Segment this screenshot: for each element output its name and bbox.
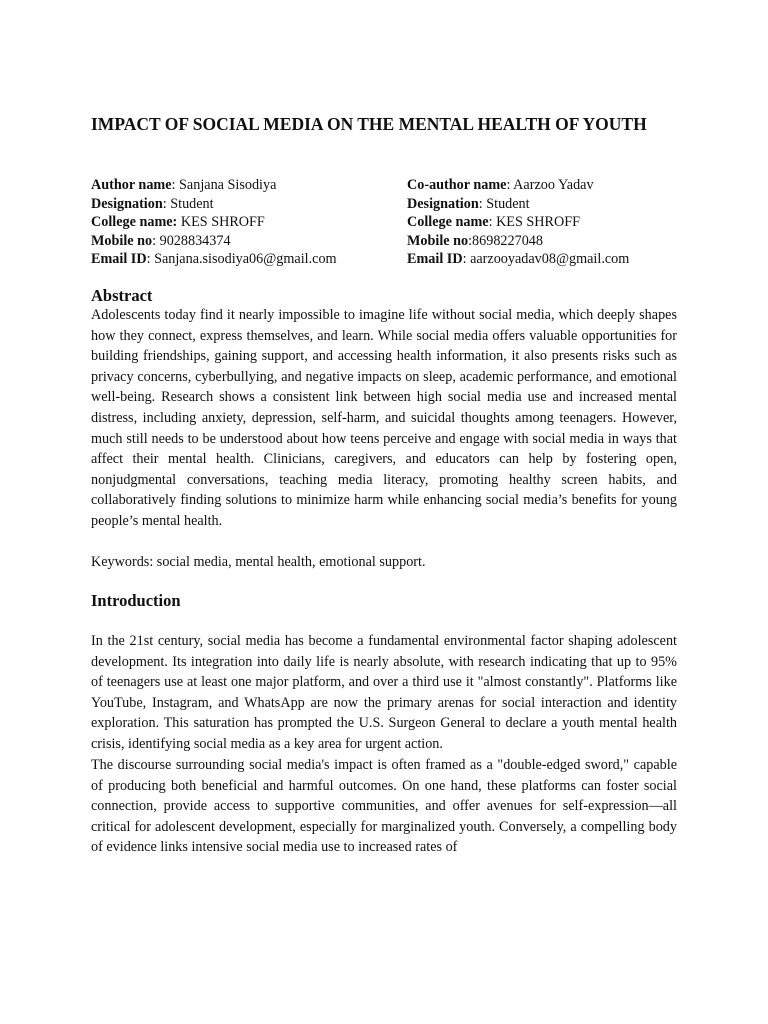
introduction-heading: Introduction: [91, 591, 181, 610]
author-block: [91, 176, 337, 269]
author-mobile-value: 9028834374: [159, 232, 231, 249]
author-mobile-row: Mobile no: 9028834374: [91, 232, 231, 249]
abstract-body: Adolescents today find it nearly impossible to imagine life without social media, which deeply shapes how they connect, express themselves, and learn. While social media offers valuable opportunities for building friendships, gaining support, and accessing health information, it also presents risks such as privacy concerns, cyberbullying, and negative impacts on sleep, academic performance, and emotional well-being. Research shows a consistent link between high social media use and increased mental distress, including anxiety, depression, self-harm, and suicidal thoughts among teenagers. However, much still needs to be understood about how teens perceive and engage with social media in ways that affect their mental health. Clinicians, caregivers, and educators can help by fostering open, nonjudgmental conversations, teaching media literacy, promoting healthy screen habits, and collaboratively finding solutions to minimize harm while enhancing social media’s benefits for young people’s mental health.: [91, 307, 677, 529]
coauthor-email-value: aarzooyadav08@gmail.com: [470, 251, 630, 267]
coauthor-college-value: KES SHROFF: [496, 214, 581, 230]
coauthor-mobile-value: 8698227048: [472, 232, 543, 249]
author-designation-label: Designation: [91, 195, 163, 212]
coauthor-college-label: College name: [407, 214, 489, 230]
paper-title: IMPACT OF SOCIAL MEDIA ON THE MENTAL HEALTH OF YOUTH: [91, 114, 647, 134]
author-mobile-label: Mobile no: [91, 232, 153, 249]
coauthor-name-row: Co-author name: Aarzoo Yadav: [407, 177, 594, 193]
introduction-paragraph-1: In the 21st century, social media has become a fundamental environmental factor shaping adolescent development. Its integration into daily life is nearly absolute, with research indicating that up to 95% of teenagers use at least one major platform, and over a third use it "almost constantly". Platforms like YouTube, Instagram, and WhatsApp are now the primary arenas for social interaction and identity exploration. This saturation has prompted the U.S. Surgeon General to declare a youth mental health crisis, identifying social media as a key area for urgent action.: [91, 633, 677, 752]
coauthor-mobile-label: Mobile no: [407, 232, 469, 249]
author-designation-row: Designation: Student: [91, 195, 214, 212]
coauthor-email-label: Email ID: [407, 251, 463, 267]
coauthor-designation-label: Designation: [407, 195, 479, 212]
coauthor-college-row: College name: KES SHROFF: [407, 214, 581, 230]
author-email-label: Email ID: [91, 251, 147, 267]
author-email-row: Email ID: Sanjana.sisodiya06@gmail.com: [91, 251, 337, 267]
author-name-label: Author name: [91, 177, 172, 193]
coauthor-designation-value: Student: [486, 195, 530, 212]
author-college-label: College name:: [91, 214, 178, 230]
coauthor-block: [407, 176, 629, 269]
coauthor-name-value: Aarzoo Yadav: [513, 177, 594, 193]
coauthor-designation-row: Designation: Student: [407, 195, 530, 212]
author-name-row: Author name: Sanjana Sisodiya: [91, 177, 277, 193]
author-college-value: KES SHROFF: [180, 214, 265, 230]
abstract-heading: Abstract: [91, 286, 153, 305]
author-name-value: Sanjana Sisodiya: [179, 177, 277, 193]
keywords: Keywords: social media, mental health, emotional support.: [91, 554, 426, 570]
introduction-paragraph-2: The discourse surrounding social media's impact is often framed as a "double-edged sword," capable of producing both beneficial and harmful outcomes. On one hand, these platforms can foster social connection, provide access to supportive communities, and offer avenues for self-expression—all critical for adolescent development, especially for marginalized youth. Conversely, a compelling body of evidence links intensive social media use to increased rates of: [91, 757, 677, 856]
author-email-value: Sanjana.sisodiya06@gmail.com: [154, 251, 337, 267]
author-college-row: [91, 213, 337, 232]
coauthor-mobile-row: Mobile no:8698227048: [407, 232, 543, 249]
coauthor-name-label: Co-author name: [407, 177, 507, 193]
coauthor-email-row: Email ID: aarzooyadav08@gmail.com: [407, 251, 630, 267]
author-designation-value: Student: [170, 195, 214, 212]
